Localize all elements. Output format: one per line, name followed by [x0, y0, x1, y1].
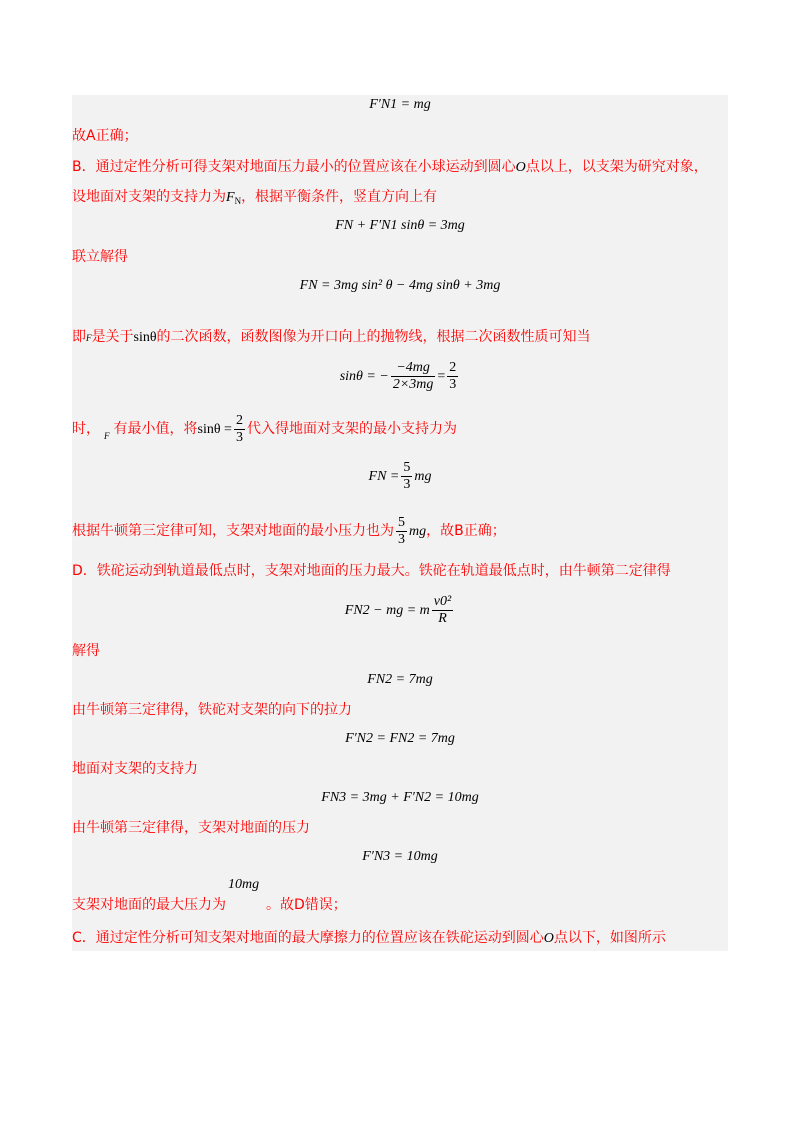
equation-fn3-prime [72, 847, 728, 867]
paragraph-b-correct [72, 513, 728, 549]
text: 即 [72, 329, 86, 345]
numerator: 5 [403, 460, 411, 476]
text: 支架对地面的最大压力为 [72, 897, 226, 913]
text: D．铁砣运动到轨道最低点时，支架对地面的压力最大。铁砣在轨道最低点时，由牛顿第二定律得 [72, 563, 671, 579]
denominator: 2×3mg [392, 377, 434, 393]
text: 地面对支架的支持力 [72, 761, 198, 777]
paragraph-solve [72, 247, 728, 267]
equation-sin-value [72, 357, 728, 397]
numerator: v0² [433, 594, 452, 610]
point-o: O [515, 160, 526, 175]
equation-newton-second [72, 591, 728, 631]
equation-fn-quadratic [72, 276, 728, 296]
paragraph-a-correct [72, 126, 728, 146]
fraction [401, 460, 412, 493]
equation-part: FN2 − mg = m [344, 603, 430, 618]
text: 故A正确； [72, 128, 138, 144]
text-group [72, 895, 347, 915]
text: 设地面对支架的支持力为 [72, 189, 226, 205]
fraction [432, 594, 453, 627]
equation-fn1 [72, 95, 728, 115]
text: 时， [72, 421, 100, 437]
numerator: −4mg [391, 360, 436, 377]
text: 点以上，以支架为研究对象， [525, 159, 708, 175]
numerator: 2 [235, 412, 243, 428]
paragraph-b-intro [72, 157, 728, 178]
text: 联立解得 [72, 249, 128, 265]
equation-text: F′N2 = FN2 = 7mg [345, 731, 455, 746]
equation-text: F′N1 = mg [369, 97, 431, 112]
text: 的二次函数，函数图像为开口向上的抛物线，根据二次函数性质可知当 [156, 329, 591, 345]
fraction [396, 515, 407, 548]
paragraph-b-support [72, 187, 728, 211]
text: 解得 [72, 643, 100, 659]
paragraph-min-value [72, 411, 728, 447]
equation-part: sinθ = − [339, 369, 389, 384]
paragraph-ground-pressure [72, 818, 728, 838]
equation-part: mg [414, 469, 432, 484]
symbol-sub: N [234, 196, 242, 206]
equation-part: FN = [368, 469, 400, 484]
denominator: 3 [449, 377, 457, 393]
paragraph-d-intro [72, 561, 728, 581]
symbol-10mg: 10mg [228, 877, 260, 892]
denominator: R [438, 611, 447, 627]
text: B．通过定性分析可得支架对地面压力最小的位置应该在小球运动到圆心 [72, 159, 516, 175]
equation-fn2 [72, 670, 728, 690]
text: 点以下，如图所示 [553, 930, 666, 946]
equation-fn3 [72, 788, 728, 808]
symbol-fn: F [104, 431, 110, 441]
text: 由牛顿第三定律得，铁砣对支架的向下的拉力 [72, 702, 352, 718]
equation-fn-min [72, 457, 728, 497]
equation-balance [72, 216, 728, 236]
equation-text: F′N3 = 10mg [362, 849, 438, 864]
solution-block [72, 95, 728, 951]
text: 根据牛顿第三定律可知，支架对地面的最小压力也为 [72, 523, 394, 539]
paragraph-ground-support [72, 759, 728, 779]
symbol-fn: F [86, 333, 92, 343]
text: 代入得地面对支架的最小支持力为 [246, 421, 457, 437]
text: 由牛顿第三定律得，支架对地面的压力 [72, 820, 310, 836]
text: ，故B正确； [426, 523, 506, 539]
denominator: 3 [398, 531, 405, 547]
fraction [447, 360, 458, 393]
equals: = [437, 369, 446, 384]
symbol-mg: mg [409, 524, 427, 539]
equation-text: FN + F′N1 sinθ = 3mg [335, 218, 465, 233]
text: 是关于 [91, 329, 134, 345]
fraction [391, 360, 436, 393]
paragraph-solve-2 [72, 641, 728, 661]
fraction [234, 413, 245, 446]
point-o: O [543, 931, 554, 946]
equation-fn2-prime [72, 729, 728, 749]
text: C．通过定性分析可知支架对地面的最大摩擦力的位置应该在铁砣运动到圆心 [72, 930, 544, 946]
equation-text: FN = 3mg sin² θ − 4mg sinθ + 3mg [299, 278, 501, 293]
symbol-f: F [226, 190, 235, 205]
denominator: 3 [235, 429, 243, 445]
denominator: 3 [403, 477, 411, 493]
paragraph-d-wrong [72, 875, 728, 915]
numerator: 2 [449, 360, 457, 376]
text: 有最小值，将 [113, 421, 198, 437]
text: 。故D错误； [266, 897, 347, 913]
paragraph-pull-force [72, 700, 728, 720]
paragraph-quadratic [72, 327, 728, 348]
equation-text: FN2 = 7mg [367, 672, 433, 687]
paragraph-c-intro [72, 928, 728, 949]
equation-text: FN3 = 3mg + F′N2 = 10mg [321, 790, 479, 805]
symbol-sin: sinθ = [197, 422, 232, 437]
symbol-sin: sinθ [133, 330, 157, 345]
numerator: 5 [398, 514, 405, 530]
text: ，根据平衡条件，竖直方向上有 [241, 189, 438, 205]
